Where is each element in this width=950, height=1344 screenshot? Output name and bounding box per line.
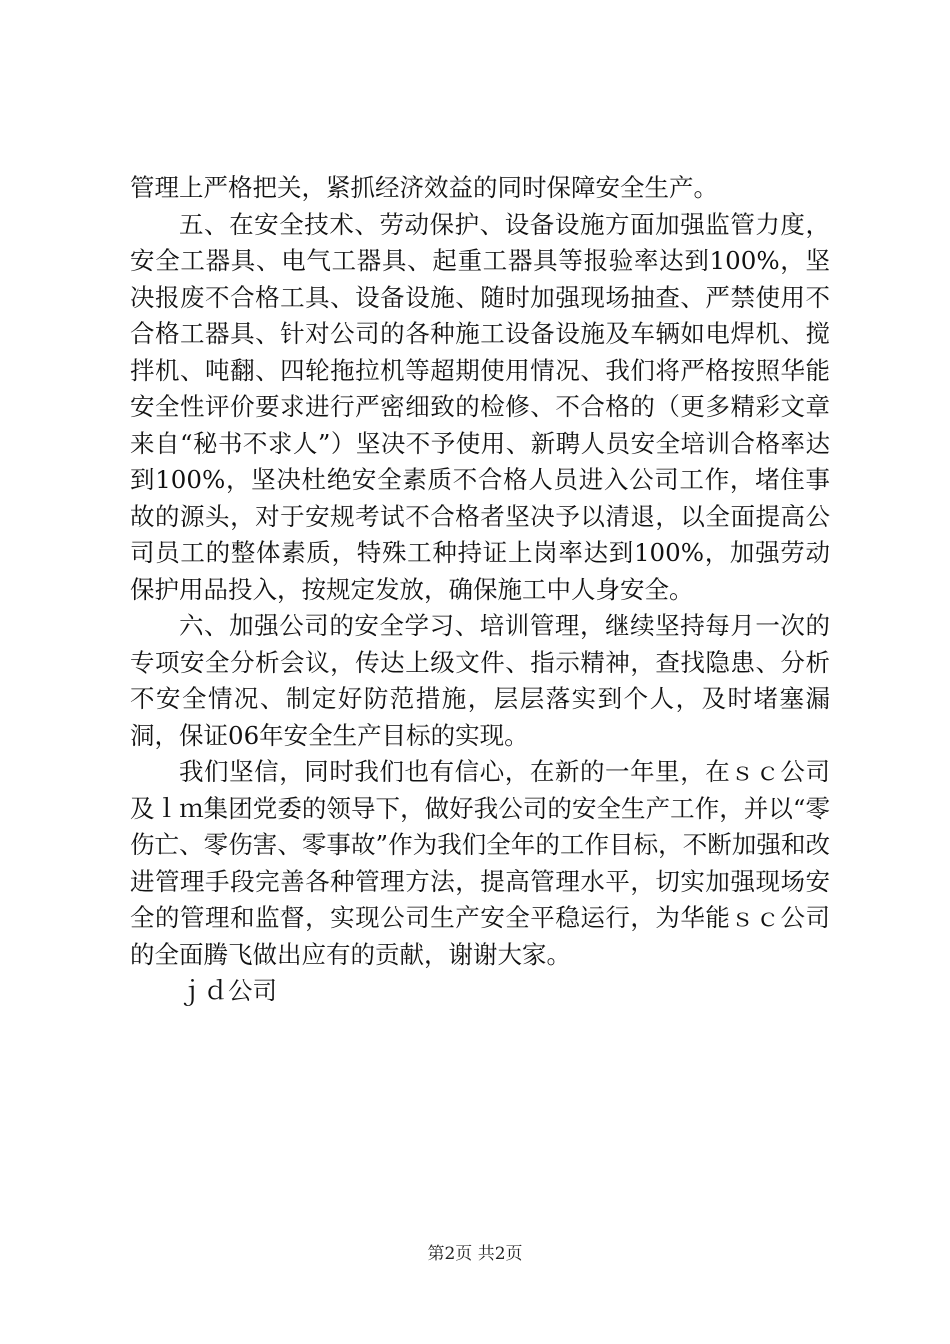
paragraph-closing: 我们坚信，同时我们也有信心，在新的一年里，在ｓｃ公司及ｌｍ集团党委的领导下，做好我公司的安全生产工作，并以“零伤亡、零伤害、零事故”作为我们全年的工作目标，不断加强和改进管理手段完善各种管理方法，提高管理水平，切实加强现场安全的管理和监督，实现公司生产安全平稳运行，为华能ｓｃ公司的全面腾飞做出应有的贡献，谢谢大家。 [130,757,830,969]
paragraph-section-six: 六、加强公司的安全学习、培训管理，继续坚持每月一次的专项安全分析会议，传达上级文件、指示精神，查找隐患、分析不安全情况、制定好防范措施，层层落实到个人，及时堵塞漏洞，保证06年安全生产目标的实现。 [130,611,830,750]
paragraph-section-five: 五、在安全技术、劳动保护、设备设施方面加强监管力度，安全工器具、电气工器具、起重工器具等报验率达到100%，坚决报废不合格工具、设备设施、随时加强现场抽查、严禁使用不合格工器具、针对公司的各种施工设备设施及车辆如电焊机、搅拌机、吨翻、四轮拖拉机等超期使用情况、我们将严格按照华能安全性评价要求进行严密细致的检修、不合格的（更多精彩文章来自“秘书不求人”）坚决不予使用、新聘人员安全培训合格率达到100%，坚决杜绝安全素质不合格人员进入公司工作，堵住事故的源头，对于安规考试不合格者坚决予以清退，以全面提高公司员工的整体素质，特殊工种持证上岗率达到100%，加强劳动保护用品投入，按规定发放，确保施工中人身安全。 [130,209,830,604]
paragraph-continuation: 管理上严格把关，紧抓经济效益的同时保障安全生产。 [130,173,718,202]
page-footer: 第2页 共2页 [427,1244,523,1264]
document-body [130,170,830,1010]
signature-company: ｊｄ公司 [179,976,277,1005]
